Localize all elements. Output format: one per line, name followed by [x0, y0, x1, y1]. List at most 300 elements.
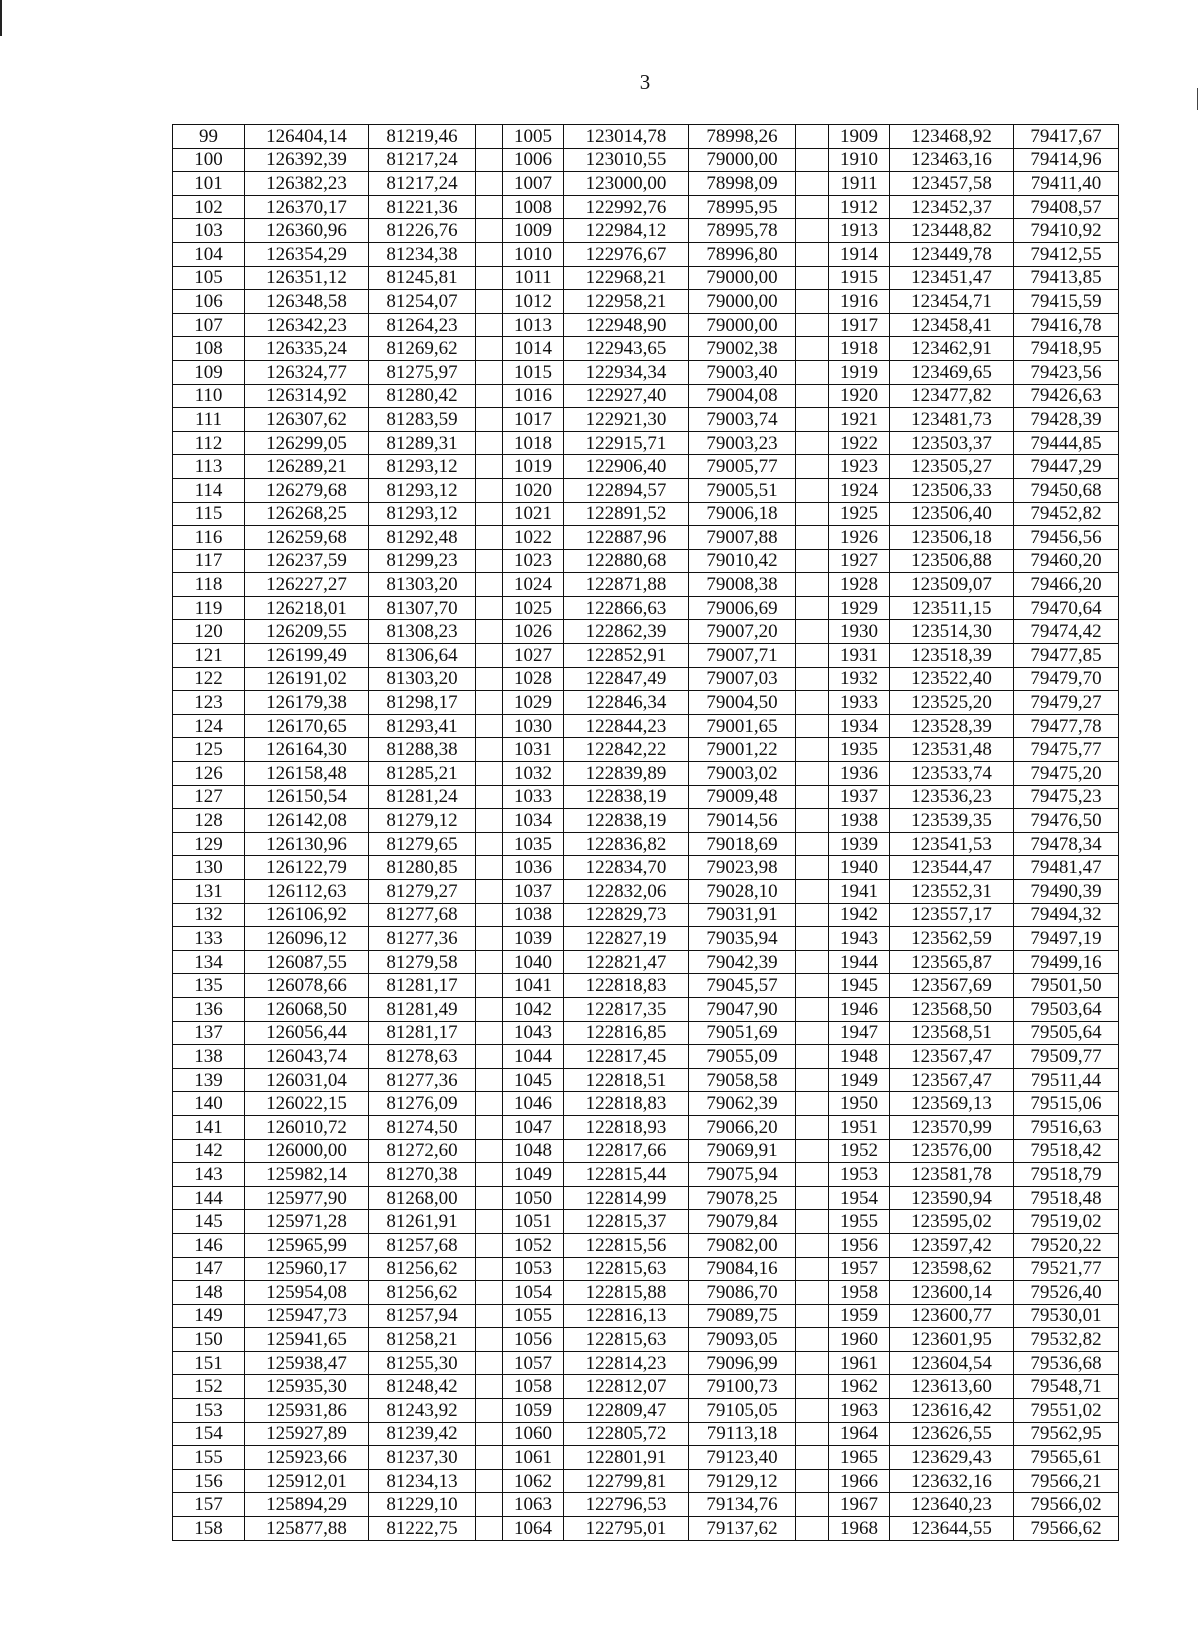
point-number-cell: 125	[173, 738, 245, 762]
y-coordinate-cell: 81243,92	[369, 1399, 476, 1423]
column-group-separator	[476, 1351, 503, 1375]
point-number-cell: 1035	[503, 832, 564, 856]
point-number-cell: 1949	[829, 1068, 890, 1092]
y-coordinate-cell: 79008,38	[689, 573, 796, 597]
y-coordinate-cell: 81258,21	[369, 1328, 476, 1352]
x-coordinate-cell: 122814,23	[564, 1351, 689, 1375]
point-number-cell: 136	[173, 997, 245, 1021]
y-coordinate-cell: 79051,69	[689, 1021, 796, 1045]
table-row	[173, 738, 1119, 762]
y-coordinate-cell: 81270,38	[369, 1163, 476, 1187]
y-coordinate-cell: 79004,08	[689, 384, 796, 408]
x-coordinate-cell: 122836,82	[564, 832, 689, 856]
y-coordinate-cell: 81303,20	[369, 667, 476, 691]
y-coordinate-cell: 81237,30	[369, 1446, 476, 1470]
y-coordinate-cell: 81298,17	[369, 691, 476, 715]
column-group-separator	[476, 1233, 503, 1257]
point-number-cell: 118	[173, 573, 245, 597]
x-coordinate-cell: 122915,71	[564, 431, 689, 455]
y-coordinate-cell: 79501,50	[1014, 974, 1119, 998]
point-number-cell: 1054	[503, 1281, 564, 1305]
x-coordinate-cell: 125938,47	[245, 1351, 369, 1375]
y-coordinate-cell: 79006,69	[689, 596, 796, 620]
y-coordinate-cell: 79000,00	[689, 290, 796, 314]
point-number-cell: 1025	[503, 596, 564, 620]
y-coordinate-cell: 79452,82	[1014, 502, 1119, 526]
column-group-separator	[796, 785, 829, 809]
point-number-cell: 143	[173, 1163, 245, 1187]
y-coordinate-cell: 79530,01	[1014, 1304, 1119, 1328]
y-coordinate-cell: 79476,50	[1014, 809, 1119, 833]
point-number-cell: 127	[173, 785, 245, 809]
x-coordinate-cell: 122815,44	[564, 1163, 689, 1187]
y-coordinate-cell: 79416,78	[1014, 313, 1119, 337]
column-group-separator	[476, 596, 503, 620]
x-coordinate-cell: 122815,88	[564, 1281, 689, 1305]
column-group-separator	[796, 125, 829, 149]
y-coordinate-cell: 79505,64	[1014, 1021, 1119, 1045]
point-number-cell: 1966	[829, 1469, 890, 1493]
point-number-cell: 148	[173, 1281, 245, 1305]
x-coordinate-cell: 122817,45	[564, 1045, 689, 1069]
y-coordinate-cell: 79408,57	[1014, 195, 1119, 219]
point-number-cell: 158	[173, 1517, 245, 1541]
point-number-cell: 1026	[503, 620, 564, 644]
point-number-cell: 1045	[503, 1068, 564, 1092]
x-coordinate-cell: 123569,13	[890, 1092, 1014, 1116]
point-number-cell: 1950	[829, 1092, 890, 1116]
y-coordinate-cell: 79565,61	[1014, 1446, 1119, 1470]
y-coordinate-cell: 81292,48	[369, 526, 476, 550]
point-number-cell: 121	[173, 644, 245, 668]
y-coordinate-cell: 79100,73	[689, 1375, 796, 1399]
column-group-separator	[796, 478, 829, 502]
y-coordinate-cell: 81277,36	[369, 927, 476, 951]
column-group-separator	[476, 266, 503, 290]
point-number-cell: 1957	[829, 1257, 890, 1281]
x-coordinate-cell: 126370,17	[245, 195, 369, 219]
column-group-separator	[796, 1469, 829, 1493]
y-coordinate-cell: 81279,12	[369, 809, 476, 833]
x-coordinate-cell: 125894,29	[245, 1493, 369, 1517]
y-coordinate-cell: 79460,20	[1014, 549, 1119, 573]
y-coordinate-cell: 79551,02	[1014, 1399, 1119, 1423]
y-coordinate-cell: 81257,68	[369, 1233, 476, 1257]
y-coordinate-cell: 79481,47	[1014, 856, 1119, 880]
x-coordinate-cell: 123541,53	[890, 832, 1014, 856]
x-coordinate-cell: 125927,89	[245, 1422, 369, 1446]
point-number-cell: 1047	[503, 1115, 564, 1139]
table-row	[173, 997, 1119, 1021]
y-coordinate-cell: 79009,48	[689, 785, 796, 809]
x-coordinate-cell: 126259,68	[245, 526, 369, 550]
column-group-separator	[476, 408, 503, 432]
point-number-cell: 149	[173, 1304, 245, 1328]
table-row	[173, 478, 1119, 502]
point-number-cell: 1920	[829, 384, 890, 408]
point-number-cell: 1005	[503, 125, 564, 149]
x-coordinate-cell: 126404,14	[245, 125, 369, 149]
table-row	[173, 1045, 1119, 1069]
x-coordinate-cell: 122818,93	[564, 1115, 689, 1139]
point-number-cell: 1967	[829, 1493, 890, 1517]
x-coordinate-cell: 126218,01	[245, 596, 369, 620]
column-group-separator	[796, 408, 829, 432]
point-number-cell: 109	[173, 360, 245, 384]
x-coordinate-cell: 123539,35	[890, 809, 1014, 833]
column-group-separator	[476, 549, 503, 573]
column-group-separator	[476, 880, 503, 904]
column-group-separator	[796, 620, 829, 644]
point-number-cell: 1922	[829, 431, 890, 455]
point-number-cell: 1036	[503, 856, 564, 880]
y-coordinate-cell: 79509,77	[1014, 1045, 1119, 1069]
column-group-separator	[796, 974, 829, 998]
point-number-cell: 1031	[503, 738, 564, 762]
x-coordinate-cell: 123458,41	[890, 313, 1014, 337]
x-coordinate-cell: 125912,01	[245, 1469, 369, 1493]
y-coordinate-cell: 81269,62	[369, 337, 476, 361]
x-coordinate-cell: 122880,68	[564, 549, 689, 573]
y-coordinate-cell: 81226,76	[369, 219, 476, 243]
y-coordinate-cell: 81234,38	[369, 242, 476, 266]
x-coordinate-cell: 122934,34	[564, 360, 689, 384]
y-coordinate-cell: 79093,05	[689, 1328, 796, 1352]
y-coordinate-cell: 79518,79	[1014, 1163, 1119, 1187]
y-coordinate-cell: 81293,12	[369, 478, 476, 502]
point-number-cell: 1948	[829, 1045, 890, 1069]
x-coordinate-cell: 123469,65	[890, 360, 1014, 384]
y-coordinate-cell: 81275,97	[369, 360, 476, 384]
point-number-cell: 1050	[503, 1186, 564, 1210]
point-number-cell: 1924	[829, 478, 890, 502]
column-group-separator	[796, 242, 829, 266]
x-coordinate-cell: 123601,95	[890, 1328, 1014, 1352]
column-group-separator	[796, 1186, 829, 1210]
table-row	[173, 573, 1119, 597]
point-number-cell: 104	[173, 242, 245, 266]
x-coordinate-cell: 125923,66	[245, 1446, 369, 1470]
x-coordinate-cell: 122827,19	[564, 927, 689, 951]
column-group-separator	[796, 762, 829, 786]
y-coordinate-cell: 79035,94	[689, 927, 796, 951]
column-group-separator	[796, 290, 829, 314]
column-group-separator	[476, 384, 503, 408]
column-group-separator	[796, 313, 829, 337]
column-group-separator	[796, 526, 829, 550]
y-coordinate-cell: 79450,68	[1014, 478, 1119, 502]
point-number-cell: 106	[173, 290, 245, 314]
x-coordinate-cell: 123568,50	[890, 997, 1014, 1021]
x-coordinate-cell: 123536,23	[890, 785, 1014, 809]
column-group-separator	[476, 573, 503, 597]
point-number-cell: 1912	[829, 195, 890, 219]
point-number-cell: 1939	[829, 832, 890, 856]
point-number-cell: 1918	[829, 337, 890, 361]
y-coordinate-cell: 79075,94	[689, 1163, 796, 1187]
x-coordinate-cell: 123477,82	[890, 384, 1014, 408]
column-group-separator	[476, 809, 503, 833]
table-row	[173, 1163, 1119, 1187]
y-coordinate-cell: 79490,39	[1014, 880, 1119, 904]
point-number-cell: 1965	[829, 1446, 890, 1470]
point-number-cell: 100	[173, 148, 245, 172]
x-coordinate-cell: 122839,89	[564, 762, 689, 786]
table-row	[173, 337, 1119, 361]
point-number-cell: 103	[173, 219, 245, 243]
y-coordinate-cell: 79518,42	[1014, 1139, 1119, 1163]
x-coordinate-cell: 123448,82	[890, 219, 1014, 243]
y-coordinate-cell: 79562,95	[1014, 1422, 1119, 1446]
point-number-cell: 1943	[829, 927, 890, 951]
y-coordinate-cell: 79474,42	[1014, 620, 1119, 644]
point-number-cell: 1053	[503, 1257, 564, 1281]
y-coordinate-cell: 81255,30	[369, 1351, 476, 1375]
point-number-cell: 1956	[829, 1233, 890, 1257]
x-coordinate-cell: 122852,91	[564, 644, 689, 668]
point-number-cell: 1933	[829, 691, 890, 715]
column-group-separator	[476, 1304, 503, 1328]
x-coordinate-cell: 123565,87	[890, 950, 1014, 974]
point-number-cell: 133	[173, 927, 245, 951]
point-number-cell: 1013	[503, 313, 564, 337]
column-group-separator	[476, 1469, 503, 1493]
column-group-separator	[476, 1257, 503, 1281]
point-number-cell: 117	[173, 549, 245, 573]
y-coordinate-cell: 79045,57	[689, 974, 796, 998]
point-number-cell: 1044	[503, 1045, 564, 1069]
point-number-cell: 1034	[503, 809, 564, 833]
point-number-cell: 129	[173, 832, 245, 856]
x-coordinate-cell: 125931,86	[245, 1399, 369, 1423]
y-coordinate-cell: 81308,23	[369, 620, 476, 644]
point-number-cell: 1016	[503, 384, 564, 408]
x-coordinate-cell: 123604,54	[890, 1351, 1014, 1375]
y-coordinate-cell: 79078,25	[689, 1186, 796, 1210]
y-coordinate-cell: 79411,40	[1014, 172, 1119, 196]
table-row	[173, 950, 1119, 974]
table-row	[173, 1281, 1119, 1305]
column-group-separator	[796, 691, 829, 715]
y-coordinate-cell: 81219,46	[369, 125, 476, 149]
point-number-cell: 1056	[503, 1328, 564, 1352]
y-coordinate-cell: 81222,75	[369, 1517, 476, 1541]
x-coordinate-cell: 123576,00	[890, 1139, 1014, 1163]
x-coordinate-cell: 123525,20	[890, 691, 1014, 715]
x-coordinate-cell: 126392,39	[245, 148, 369, 172]
y-coordinate-cell: 79079,84	[689, 1210, 796, 1234]
table-row	[173, 903, 1119, 927]
y-coordinate-cell: 79479,27	[1014, 691, 1119, 715]
point-number-cell: 141	[173, 1115, 245, 1139]
x-coordinate-cell: 123506,40	[890, 502, 1014, 526]
x-coordinate-cell: 122862,39	[564, 620, 689, 644]
table-row	[173, 1351, 1119, 1375]
point-number-cell: 1911	[829, 172, 890, 196]
point-number-cell: 1009	[503, 219, 564, 243]
y-coordinate-cell: 79137,62	[689, 1517, 796, 1541]
table-row	[173, 1375, 1119, 1399]
y-coordinate-cell: 81285,21	[369, 762, 476, 786]
point-number-cell: 1951	[829, 1115, 890, 1139]
y-coordinate-cell: 79005,51	[689, 478, 796, 502]
point-number-cell: 1921	[829, 408, 890, 432]
y-coordinate-cell: 79082,00	[689, 1233, 796, 1257]
x-coordinate-cell: 122842,22	[564, 738, 689, 762]
y-coordinate-cell: 79566,62	[1014, 1517, 1119, 1541]
x-coordinate-cell: 126307,62	[245, 408, 369, 432]
x-coordinate-cell: 122812,07	[564, 1375, 689, 1399]
y-coordinate-cell: 79521,77	[1014, 1257, 1119, 1281]
x-coordinate-cell: 126031,04	[245, 1068, 369, 1092]
point-number-cell: 1963	[829, 1399, 890, 1423]
y-coordinate-cell: 81279,58	[369, 950, 476, 974]
column-group-separator	[796, 1304, 829, 1328]
x-coordinate-cell: 123581,78	[890, 1163, 1014, 1187]
x-coordinate-cell: 122838,19	[564, 809, 689, 833]
column-group-separator	[476, 125, 503, 149]
y-coordinate-cell: 79129,12	[689, 1469, 796, 1493]
x-coordinate-cell: 123514,30	[890, 620, 1014, 644]
x-coordinate-cell: 125941,65	[245, 1328, 369, 1352]
y-coordinate-cell: 79055,09	[689, 1045, 796, 1069]
point-number-cell: 1011	[503, 266, 564, 290]
column-group-separator	[796, 667, 829, 691]
x-coordinate-cell: 122814,99	[564, 1186, 689, 1210]
x-coordinate-cell: 122906,40	[564, 455, 689, 479]
x-coordinate-cell: 122821,47	[564, 950, 689, 974]
column-group-separator	[476, 172, 503, 196]
x-coordinate-cell: 123506,33	[890, 478, 1014, 502]
point-number-cell: 1017	[503, 408, 564, 432]
column-group-separator	[796, 950, 829, 974]
point-number-cell: 1947	[829, 1021, 890, 1045]
x-coordinate-cell: 122958,21	[564, 290, 689, 314]
y-coordinate-cell: 79494,32	[1014, 903, 1119, 927]
column-group-separator	[796, 502, 829, 526]
y-coordinate-cell: 79069,91	[689, 1139, 796, 1163]
column-group-separator	[796, 1163, 829, 1187]
column-group-separator	[796, 1021, 829, 1045]
x-coordinate-cell: 126348,58	[245, 290, 369, 314]
x-coordinate-cell: 126010,72	[245, 1115, 369, 1139]
column-group-separator	[476, 644, 503, 668]
x-coordinate-cell: 122815,56	[564, 1233, 689, 1257]
x-coordinate-cell: 122815,63	[564, 1328, 689, 1352]
point-number-cell: 1945	[829, 974, 890, 998]
table-row	[173, 596, 1119, 620]
y-coordinate-cell: 79479,70	[1014, 667, 1119, 691]
point-number-cell: 1059	[503, 1399, 564, 1423]
y-coordinate-cell: 79001,22	[689, 738, 796, 762]
point-number-cell: 1049	[503, 1163, 564, 1187]
column-group-separator	[476, 667, 503, 691]
y-coordinate-cell: 81278,63	[369, 1045, 476, 1069]
x-coordinate-cell: 122799,81	[564, 1469, 689, 1493]
point-number-cell: 1927	[829, 549, 890, 573]
point-number-cell: 1919	[829, 360, 890, 384]
table-row	[173, 714, 1119, 738]
y-coordinate-cell: 81283,59	[369, 408, 476, 432]
column-group-separator	[476, 360, 503, 384]
y-coordinate-cell: 79536,68	[1014, 1351, 1119, 1375]
table-row	[173, 1021, 1119, 1045]
point-number-cell: 1935	[829, 738, 890, 762]
point-number-cell: 1032	[503, 762, 564, 786]
y-coordinate-cell: 81245,81	[369, 266, 476, 290]
point-number-cell: 105	[173, 266, 245, 290]
y-coordinate-cell: 79412,55	[1014, 242, 1119, 266]
point-number-cell: 114	[173, 478, 245, 502]
point-number-cell: 1060	[503, 1422, 564, 1446]
y-coordinate-cell: 81217,24	[369, 172, 476, 196]
table-row	[173, 1422, 1119, 1446]
table-row	[173, 1139, 1119, 1163]
x-coordinate-cell: 123531,48	[890, 738, 1014, 762]
x-coordinate-cell: 122921,30	[564, 408, 689, 432]
x-coordinate-cell: 123010,55	[564, 148, 689, 172]
column-group-separator	[476, 832, 503, 856]
y-coordinate-cell: 79428,39	[1014, 408, 1119, 432]
y-coordinate-cell: 79096,99	[689, 1351, 796, 1375]
column-group-separator	[796, 148, 829, 172]
x-coordinate-cell: 123457,58	[890, 172, 1014, 196]
column-group-separator	[476, 620, 503, 644]
x-coordinate-cell: 122816,13	[564, 1304, 689, 1328]
x-coordinate-cell: 126179,38	[245, 691, 369, 715]
table-row	[173, 431, 1119, 455]
point-number-cell: 1046	[503, 1092, 564, 1116]
x-coordinate-cell: 123463,16	[890, 148, 1014, 172]
y-coordinate-cell: 81261,91	[369, 1210, 476, 1234]
column-group-separator	[476, 1399, 503, 1423]
table-row	[173, 1233, 1119, 1257]
point-number-cell: 1937	[829, 785, 890, 809]
point-number-cell: 151	[173, 1351, 245, 1375]
x-coordinate-cell: 125982,14	[245, 1163, 369, 1187]
column-group-separator	[796, 337, 829, 361]
column-group-separator	[796, 738, 829, 762]
point-number-cell: 1043	[503, 1021, 564, 1045]
column-group-separator	[476, 974, 503, 998]
point-number-cell: 139	[173, 1068, 245, 1092]
x-coordinate-cell: 126142,08	[245, 809, 369, 833]
column-group-separator	[476, 148, 503, 172]
y-coordinate-cell: 79113,18	[689, 1422, 796, 1446]
point-number-cell: 102	[173, 195, 245, 219]
column-group-separator	[476, 785, 503, 809]
column-group-separator	[476, 927, 503, 951]
point-number-cell: 1007	[503, 172, 564, 196]
y-coordinate-cell: 79515,06	[1014, 1092, 1119, 1116]
x-coordinate-cell: 126068,50	[245, 997, 369, 1021]
table-row	[173, 502, 1119, 526]
point-number-cell: 1042	[503, 997, 564, 1021]
x-coordinate-cell: 122846,34	[564, 691, 689, 715]
point-number-cell: 1934	[829, 714, 890, 738]
x-coordinate-cell: 122832,06	[564, 880, 689, 904]
x-coordinate-cell: 122795,01	[564, 1517, 689, 1541]
y-coordinate-cell: 79423,56	[1014, 360, 1119, 384]
x-coordinate-cell: 125960,17	[245, 1257, 369, 1281]
y-coordinate-cell: 79566,21	[1014, 1469, 1119, 1493]
x-coordinate-cell: 125947,73	[245, 1304, 369, 1328]
x-coordinate-cell: 123014,78	[564, 125, 689, 149]
point-number-cell: 140	[173, 1092, 245, 1116]
point-number-cell: 1033	[503, 785, 564, 809]
table-row	[173, 266, 1119, 290]
y-coordinate-cell: 81277,36	[369, 1068, 476, 1092]
